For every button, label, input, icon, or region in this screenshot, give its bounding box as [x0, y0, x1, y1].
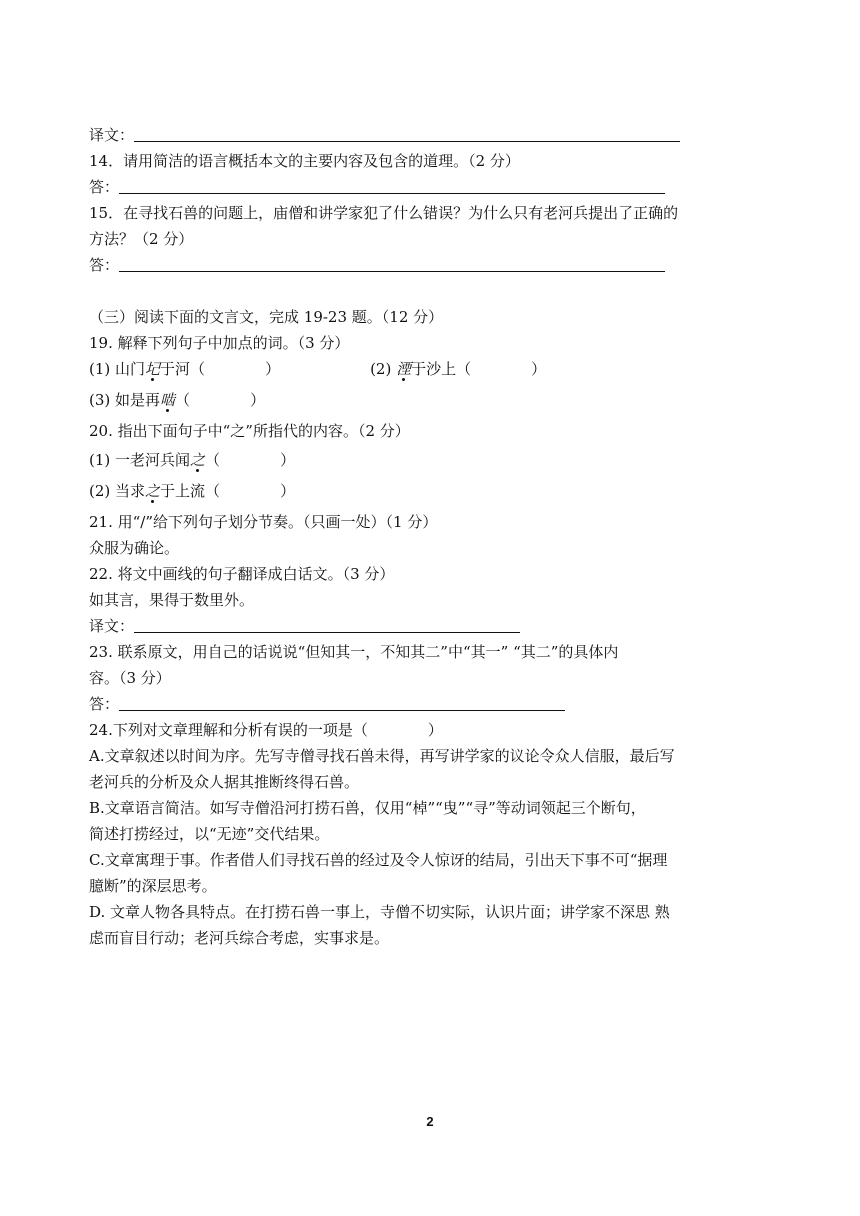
answer-line-q15: [89, 255, 799, 275]
dotted-word: 啮: [160, 391, 176, 409]
dotted-word: 之: [145, 482, 161, 500]
translate-label: 译文：: [89, 617, 135, 635]
option-a-line1: A.文章叙述以时间为序。先写寺僧寻找石兽未得，再写讲学家的议论令众人信服，最后写: [89, 747, 675, 765]
dotted-word: 湮: [396, 360, 412, 378]
translation-line-q22: [89, 616, 799, 636]
question-23-line2: 容。（3 分）: [89, 669, 171, 687]
question-14: 14．请用简洁的语言概括本文的主要内容及包含的道理。（2 分）: [89, 152, 520, 170]
section-3-heading: （三）阅读下面的文言文，完成 19-23 题。（12 分）: [89, 308, 444, 326]
option-a-line2: 老河兵的分析及众人据其推断终得石兽。: [89, 773, 360, 791]
dotted-word: 圮: [145, 360, 161, 378]
question-21-sentence: 众服为确论。: [89, 539, 180, 557]
question-22-sentence: 如其言，果得于数里外。: [89, 591, 255, 609]
answer-blank[interactable]: [119, 256, 665, 272]
answer-blank[interactable]: [134, 126, 680, 142]
question-22: 22. 将文中画线的句子翻译成白话文。（3 分）: [89, 565, 395, 583]
question-24: 24.下列对文章理解和分析有误的一项是（ ）: [89, 721, 443, 739]
question-19-items-1-2: (1) 山门圮于河（ ） (2) 湮于沙上（ ）: [89, 360, 547, 378]
question-20-item-1: (1) 一老河兵闻之（ ）: [89, 451, 296, 469]
option-c-line2: 臆断”的深层思考。: [89, 877, 217, 895]
answer-label: 答：: [89, 178, 120, 196]
page-number: 2: [426, 1114, 434, 1129]
answer-blank[interactable]: [119, 695, 565, 711]
answer-blank[interactable]: [134, 617, 520, 633]
translate-label: 译文：: [89, 126, 135, 144]
option-d-line2: 虑而盲目行动；老河兵综合考虑，实事求是。: [89, 929, 390, 947]
answer-line-q23: [89, 694, 799, 714]
option-c-line1: C.文章寓理于事。作者借人们寻找石兽的经过及令人惊讶的结局，引出天下事不可“据理: [89, 851, 668, 869]
question-20-item-2: (2) 当求之于上流（ ）: [89, 482, 296, 500]
question-19: 19. 解释下列句子中加点的词。（3 分）: [89, 334, 350, 352]
answer-label: 答：: [89, 256, 120, 274]
answer-label: 答：: [89, 695, 120, 713]
question-15-line2: 方法？（2 分）: [89, 230, 194, 248]
option-b-line2: 简述打捞经过，以“无迹”交代结果。: [89, 825, 330, 843]
question-21: 21. 用“/”给下列句子划分节奏。（只画一处）（1 分）: [89, 513, 438, 531]
answer-blank[interactable]: [119, 178, 665, 194]
question-23-line1: 23. 联系原文，用自己的话说说“但知其一，不知其二”中“其一” “其二”的具体内: [89, 643, 619, 661]
translation-line-q13: [89, 125, 799, 145]
question-20: 20. 指出下面句子中“之”所指代的内容。（2 分）: [89, 422, 410, 440]
answer-line-q14: [89, 177, 799, 197]
option-d-line1: D. 文章人物各具特点。在打捞石兽一事上，寺僧不切实际，认识片面；讲学家不深思 熟: [89, 903, 670, 921]
question-19-item-3: (3) 如是再啮（ ）: [89, 391, 266, 409]
option-b-line1: B.文章语言简洁。如写寺僧沿河打捞石兽，仅用“棹”“曳”“寻”等动词领起三个断句，: [89, 799, 646, 817]
dotted-word: 之: [190, 451, 206, 469]
question-15-line1: 15．在寻找石兽的问题上，庙僧和讲学家犯了什么错误？为什么只有老河兵提出了正确的: [89, 204, 679, 222]
